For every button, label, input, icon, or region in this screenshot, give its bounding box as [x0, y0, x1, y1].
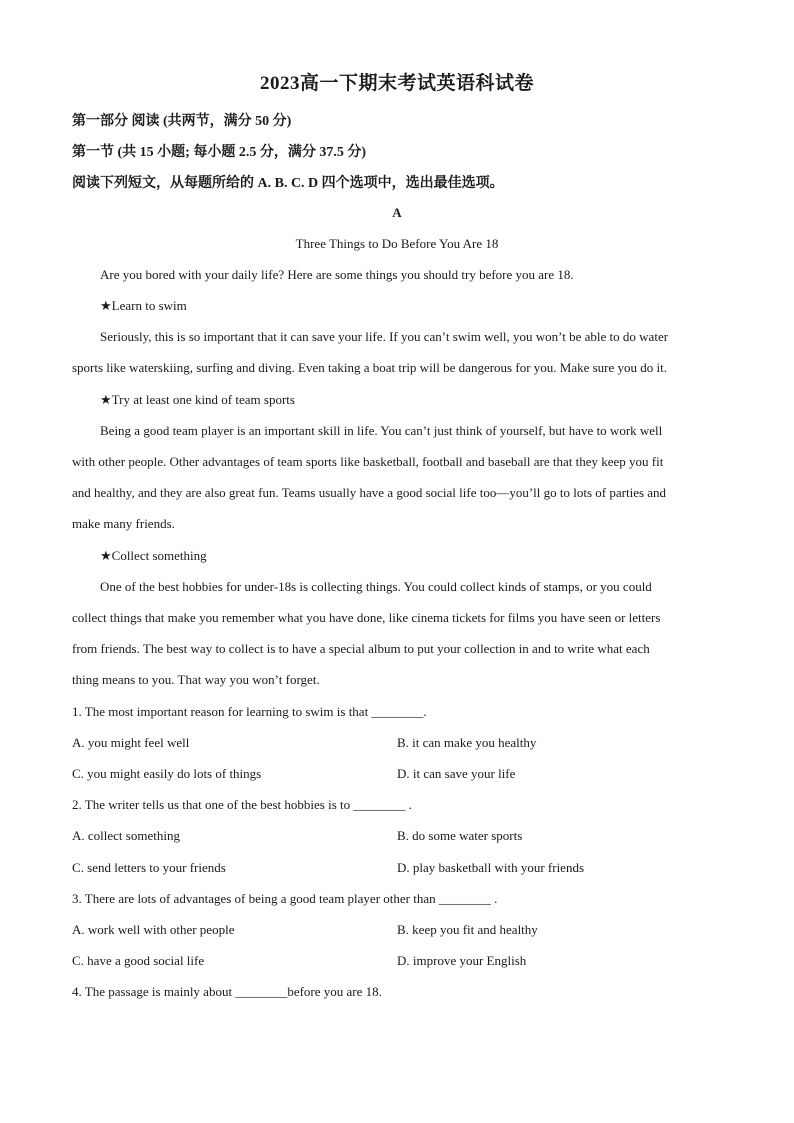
question-option: B. it can make you healthy — [397, 735, 537, 750]
item-heading: ★Try at least one kind of team sports — [100, 392, 295, 407]
question-stem: 2. The writer tells us that one of the best hobbies is to ________ . — [72, 797, 412, 812]
part-heading: 第一部分 阅读 (共两节，满分 50 分) — [72, 114, 292, 129]
passage-intro: Are you bored with your daily life? Here are some things you should try before you are 18. — [100, 267, 574, 282]
paragraph-line: collect things that make you remember what you have done, like cinema tickets for films you have seen or letters — [72, 610, 661, 625]
question-option: A. collect something — [72, 828, 180, 843]
question-stem: 4. The passage is mainly about ________before you are 18. — [72, 984, 382, 999]
question-stem: 1. The most important reason for learning to swim is that ________. — [72, 704, 427, 719]
exam-title: 2023高一下期末考试英语科试卷 — [259, 73, 534, 94]
paragraph-line: Seriously, this is so important that it can save your life. If you can’t swim well, you won’t be able to do water — [100, 329, 669, 344]
question-option: D. play basketball with your friends — [397, 860, 585, 875]
question-stem: 3. There are lots of advantages of being a good team player other than ________ . — [72, 891, 498, 906]
question-option: B. keep you fit and healthy — [397, 922, 538, 937]
paragraph-line: sports like waterskiing, surfing and diving. Even taking a boat trip will be dangerous for you. Make sure you do it. — [72, 360, 667, 375]
question-option: A. you might feel well — [72, 735, 190, 750]
paragraph-line: make many friends. — [72, 516, 175, 531]
item-heading: ★Collect something — [100, 548, 207, 563]
paragraph-line: thing means to you. That way you won’t forget. — [72, 672, 320, 687]
passage-letter: A — [392, 205, 402, 220]
paragraph-line: and healthy, and they are also great fun. Teams usually have a good social life too—you’ll go to lots of parties and — [72, 485, 667, 500]
paragraph-line: One of the best hobbies for under-18s is collecting things. You could collect kinds of stamps, or you could — [100, 579, 652, 594]
section-heading: 第一节 (共 15 小题; 每小题 2.5 分，满分 37.5 分) — [72, 145, 366, 160]
paragraph-line: from friends. The best way to collect is to have a special album to put your collection in and to write what each — [72, 641, 650, 656]
passage-title: Three Things to Do Before You Are 18 — [295, 236, 499, 251]
question-option: C. send letters to your friends — [72, 860, 226, 875]
paragraph-line: with other people. Other advantages of team sports like basketball, football and baseball are that they keep you fit — [72, 454, 664, 469]
instruction-text: 阅读下列短文，从每题所给的 A. B. C. D 四个选项中，选出最佳选项。 — [72, 176, 504, 191]
question-option: B. do some water sports — [397, 828, 523, 843]
question-option: C. have a good social life — [72, 953, 205, 968]
question-option: D. it can save your life — [397, 766, 516, 781]
question-option: C. you might easily do lots of things — [72, 766, 262, 781]
paragraph-line: Being a good team player is an important skill in life. You can’t just think of yourself, but have to work well — [100, 423, 663, 438]
question-option: D. improve your English — [397, 953, 527, 968]
question-option: A. work well with other people — [72, 922, 235, 937]
item-heading: ★Learn to swim — [100, 298, 187, 313]
